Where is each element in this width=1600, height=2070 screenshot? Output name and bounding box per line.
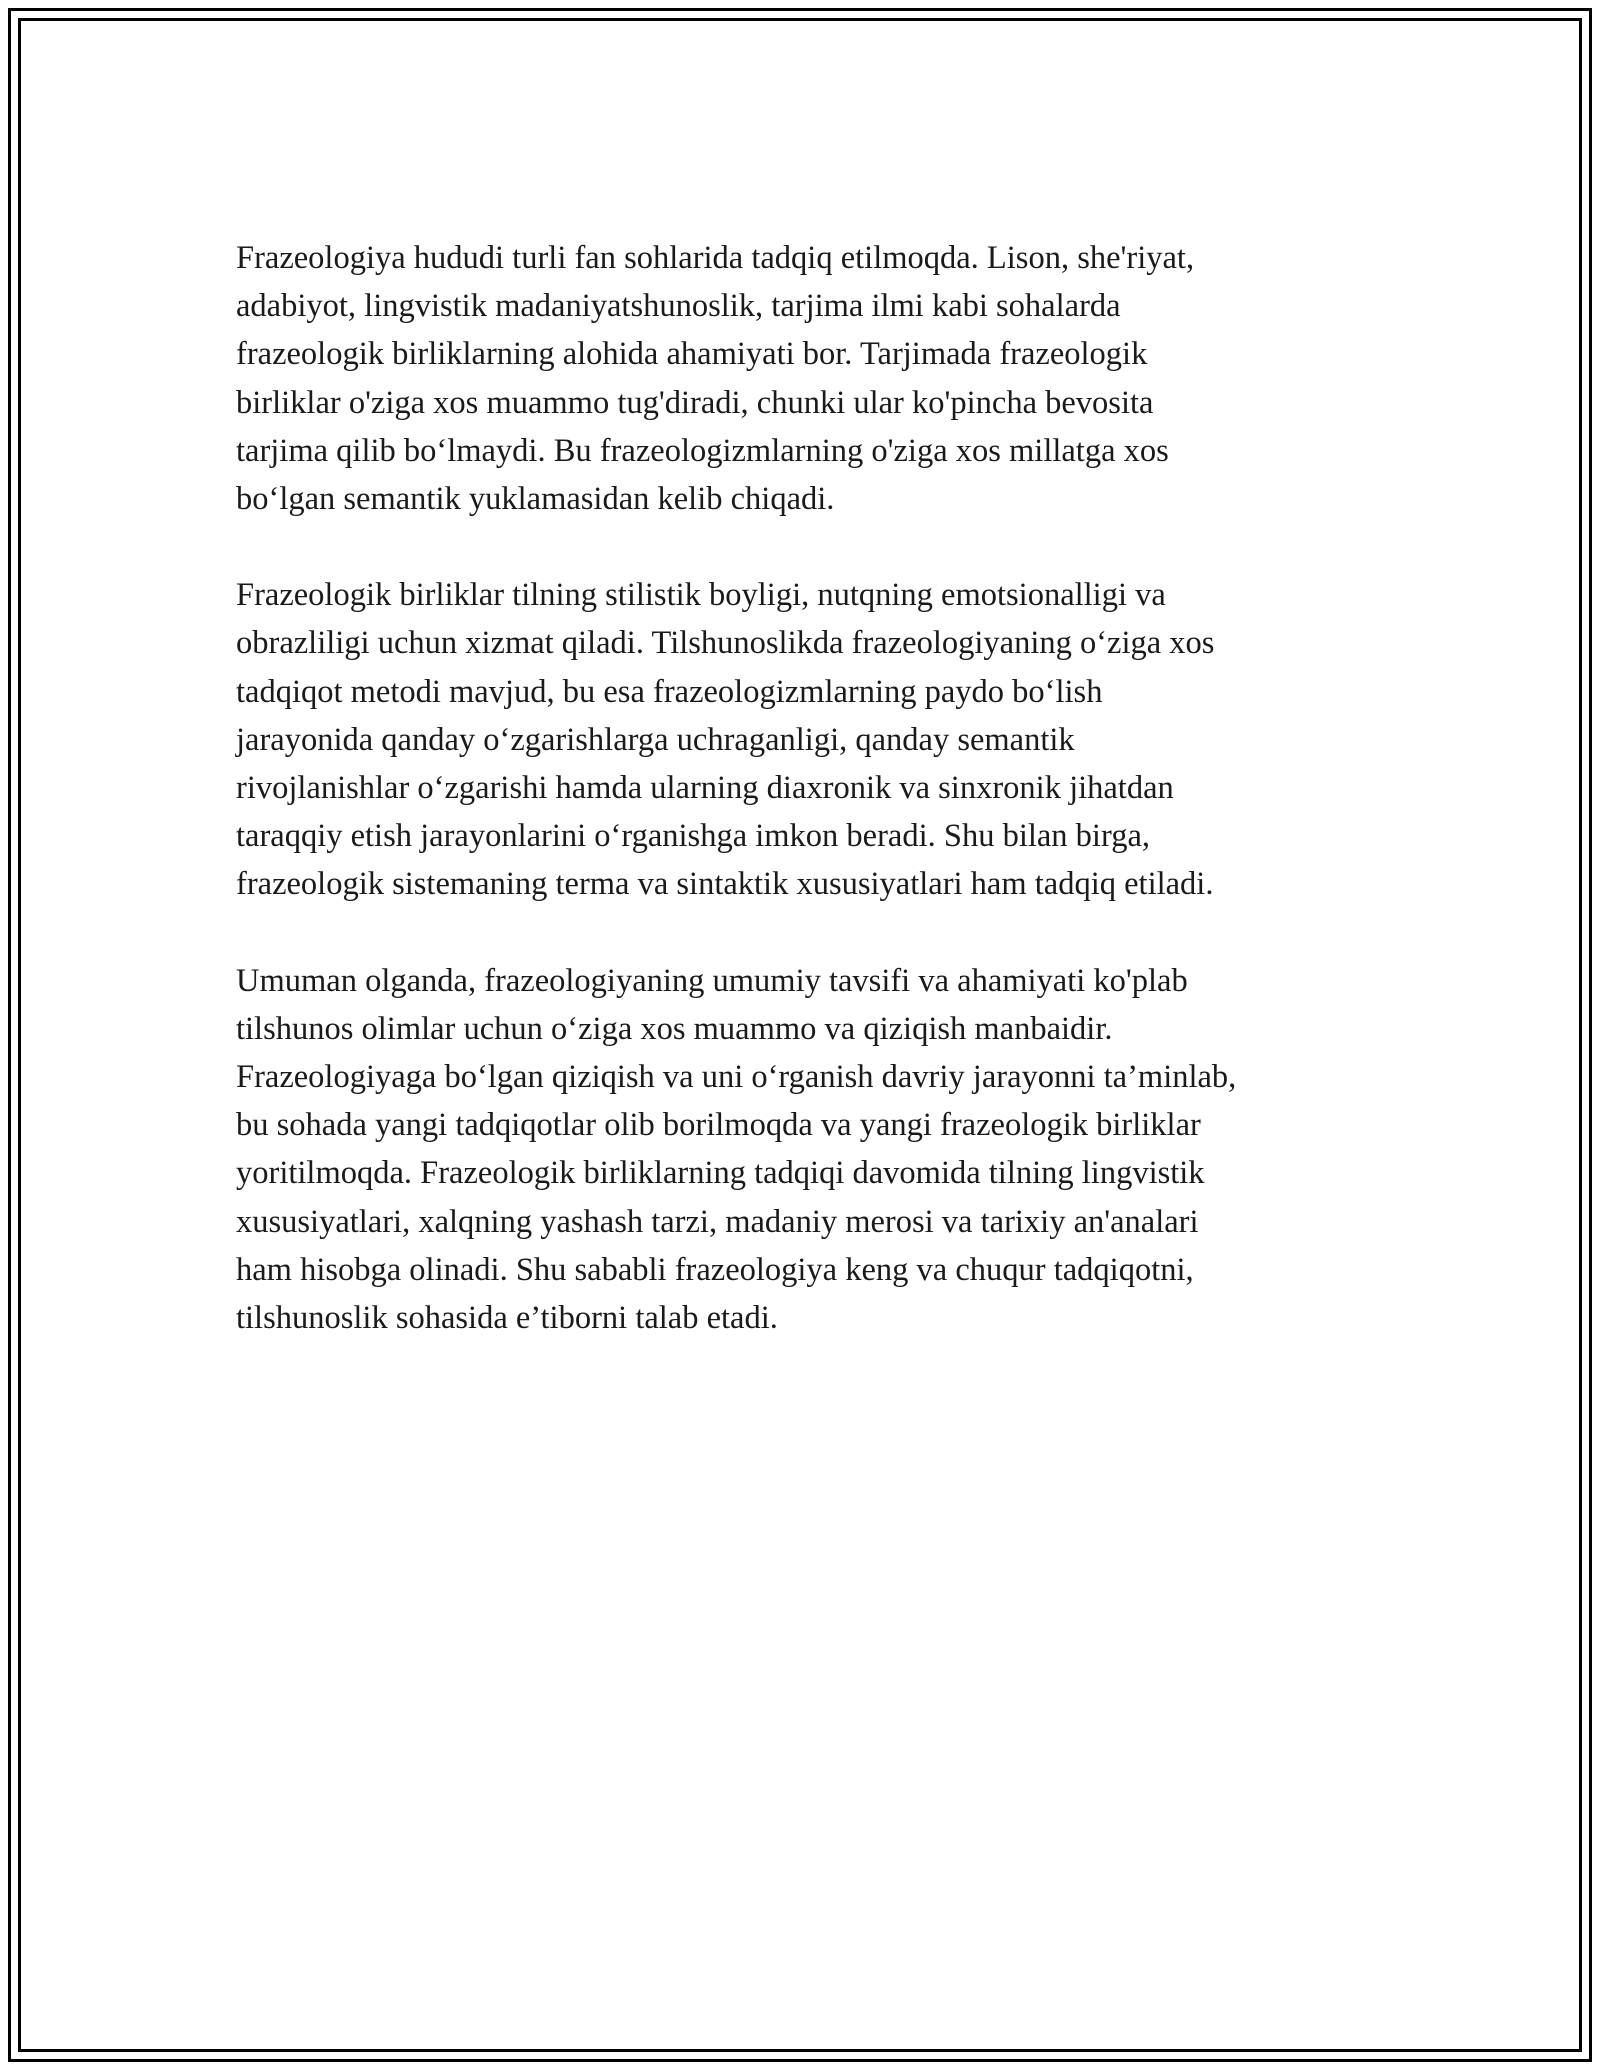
text-line: birliklar o'ziga xos muammo tug'diradi, chunki ular ko'pincha bevosita xyxy=(236,384,1154,421)
text-line: tilshunoslik sohasida e’tiborni talab etadi. xyxy=(236,1300,778,1337)
document-body xyxy=(236,234,1376,1390)
text-line: bu sohada yangi tadqiqotlar olib borilmoqda va yangi frazeologik birliklar xyxy=(236,1107,1201,1144)
text-line: Frazeologiya hududi turli fan sohlarida tadqiq etilmoqda. Lison, she'riyat, xyxy=(236,240,1195,276)
text-line: frazeologik sistemaning terma va sintaktik xususiyatlari ham tadqiq etiladi. xyxy=(236,866,1214,903)
text-line: rivojlanishlar o‘zgarishi hamda ularning diaxronik va sinxronik jihatdan xyxy=(236,770,1174,807)
text-line: obrazliligi uchun xizmat qiladi. Tilshunoslikda frazeologiyaning o‘ziga xos xyxy=(236,625,1215,662)
text-line: taraqqiy etish jarayonlarini o‘rganishga imkon beradi. Shu bilan birga, xyxy=(236,818,1150,855)
text-line: tilshunos olimlar uchun o‘ziga xos muammo va qiziqish manbaidir. xyxy=(236,1010,1113,1047)
text-line: Frazeologiyaga bo‘lgan qiziqish va uni o‘rganish davriy jarayonni ta’minlab, xyxy=(236,1059,1237,1096)
text-line: Umuman olganda, frazeologiyaning umumiy tavsifi va ahamiyati ko'plab xyxy=(236,962,1188,999)
text-line: frazeologik birliklarning alohida ahamiyati bor. Tarjimada frazeologik xyxy=(236,336,1148,373)
text-line: tarjima qilib bo‘lmaydi. Bu frazeologizmlarning o'ziga xos millatga xos xyxy=(236,432,1169,469)
text-line: adabiyot, lingvistik madaniyatshunoslik, tarjima ilmi kabi sohalarda xyxy=(236,288,1121,325)
text-line: bo‘lgan semantik yuklamasidan kelib chiqadi. xyxy=(236,481,835,518)
paragraph-3 xyxy=(236,957,1376,1343)
text-line: yoritilmoqda. Frazeologik birliklarning tadqiqi davomida tilning lingvistik xyxy=(236,1155,1205,1192)
text-line: tadqiqot metodi mavjud, bu esa frazeologizmlarning paydo bo‘lish xyxy=(236,673,1103,710)
text-line: jarayonida qanday o‘zgarishlarga uchraganligi, qanday semantik xyxy=(236,721,1075,758)
text-line: ham hisobga olinadi. Shu sababli frazeologiya keng va chuqur tadqiqotni, xyxy=(236,1251,1194,1288)
paragraph-2 xyxy=(236,571,1376,908)
paragraph-1 xyxy=(236,234,1376,523)
text-line: Frazeologik birliklar tilning stilistik boyligi, nutqning emotsionalligi va xyxy=(236,577,1166,614)
text-line: xususiyatlari, xalqning yashash tarzi, madaniy merosi va tarixiy an'analari xyxy=(236,1203,1199,1240)
